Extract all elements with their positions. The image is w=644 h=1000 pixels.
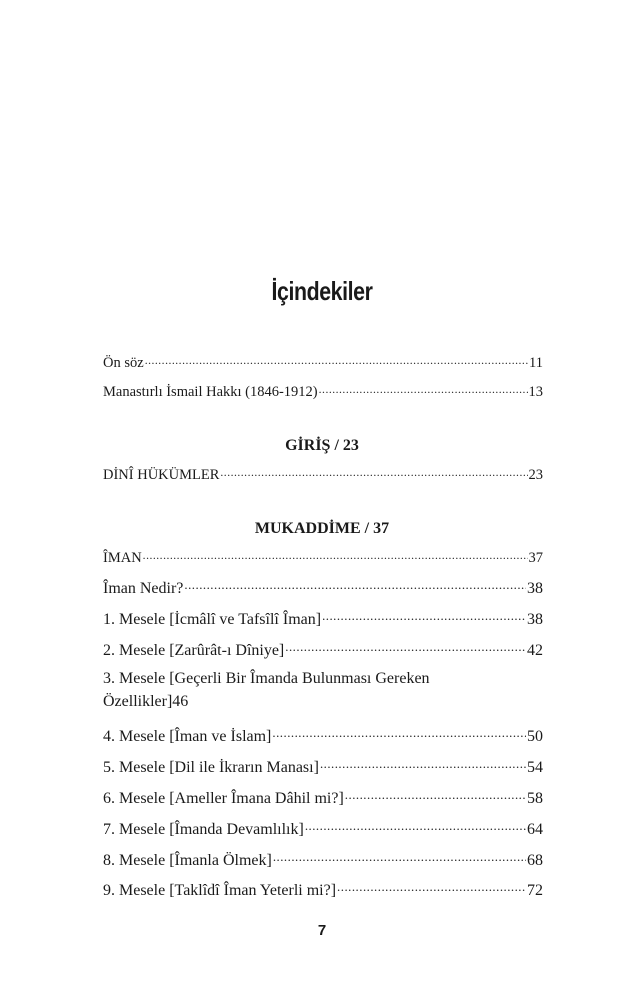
toc-entry-mesele-5 [103, 756, 543, 777]
toc-entry-page: 11 [529, 354, 543, 371]
leader-dots [322, 608, 526, 624]
toc-entry-mesele-1 [103, 608, 543, 629]
leader-dots [305, 818, 526, 834]
toc-entry-page: 42 [527, 642, 543, 659]
toc-entry-label: 1. Mesele [İcmâlî ve Tafsîlî Îman] [103, 611, 322, 628]
toc-entry-on-soz [103, 352, 543, 372]
toc-entry-page: 23 [528, 466, 543, 483]
toc-entry-mesele-6 [103, 787, 543, 808]
toc-entry-mesele-7 [103, 818, 543, 839]
leader-dots [220, 464, 527, 479]
toc-entry-dini-hukumler [103, 464, 543, 484]
leader-dots [345, 787, 526, 803]
toc-entry-page: 50 [527, 728, 543, 745]
leader-dots [320, 756, 526, 772]
toc-entry-label: Îman Nedir? [103, 580, 184, 597]
toc-entry-page: 64 [527, 821, 543, 838]
toc-entry-label: 7. Mesele [Îmanda Devamlılık] [103, 821, 304, 838]
toc-entry-page: 38 [527, 580, 543, 597]
leader-dots [145, 352, 528, 367]
leader-dots [143, 547, 528, 562]
toc-entry-label: 6. Mesele [Ameller Îmana Dâhil mi?] [103, 790, 344, 807]
toc-entry-page: 37 [528, 549, 543, 566]
toc-entry-iman [103, 547, 543, 567]
toc-entry-label: Ön söz [103, 354, 144, 371]
toc-entry-page: 58 [527, 790, 543, 807]
toc-entry-label: 8. Mesele [Îmanla Ölmek] [103, 852, 272, 869]
page-number: 7 [317, 922, 327, 939]
toc-entry-page: 68 [527, 852, 543, 869]
toc-entry-label: 4. Mesele [Îman ve İslam] [103, 728, 272, 745]
leader-dots [337, 879, 526, 895]
toc-entry-page: 38 [527, 611, 543, 628]
toc-entry-page: 13 [528, 383, 543, 400]
section-heading-giris: GİRİŞ / 23 [285, 437, 359, 454]
toc-entry-label-continued: Özellikler] [103, 693, 173, 710]
toc-entry-label: Manastırlı İsmail Hakkı (1846-1912) [103, 383, 318, 400]
toc-entry-iman-nedir [103, 577, 543, 598]
toc-entry-label: DİNÎ HÜKÜMLER [103, 466, 220, 483]
toc-entry-page: 46 [172, 693, 189, 710]
leader-dots [184, 577, 526, 593]
leader-dots [319, 381, 528, 396]
toc-entry-label: 5. Mesele [Dil ile İkrarın Manası] [103, 759, 319, 776]
toc-entry-label: 2. Mesele [Zarûrât-ı Dîniye] [103, 642, 285, 659]
toc-entry-label: 9. Mesele [Taklîdî Îman Yeterli mi?] [103, 882, 337, 899]
toc-entry-mesele-8 [103, 849, 543, 870]
page-title: İçindekiler [271, 276, 373, 306]
toc-entry-label: ÎMAN [103, 549, 142, 566]
toc-entry-mesele-9 [103, 879, 543, 900]
toc-entry-manastirli [103, 381, 543, 401]
leader-dots [272, 725, 526, 741]
toc-entry-page: 54 [527, 759, 543, 776]
leader-dots [273, 849, 526, 865]
toc-entry-mesele-4 [103, 725, 543, 746]
toc-entry-mesele-3 [103, 670, 543, 711]
toc-entry-label: 3. Mesele [Geçerli Bir Îmanda Bulunması Gereken [103, 670, 430, 687]
section-heading-mukaddime: MUKADDİME / 37 [254, 520, 390, 537]
toc-entry-mesele-2 [103, 639, 543, 660]
toc-entry-page: 72 [527, 882, 543, 899]
leader-dots [285, 639, 526, 655]
